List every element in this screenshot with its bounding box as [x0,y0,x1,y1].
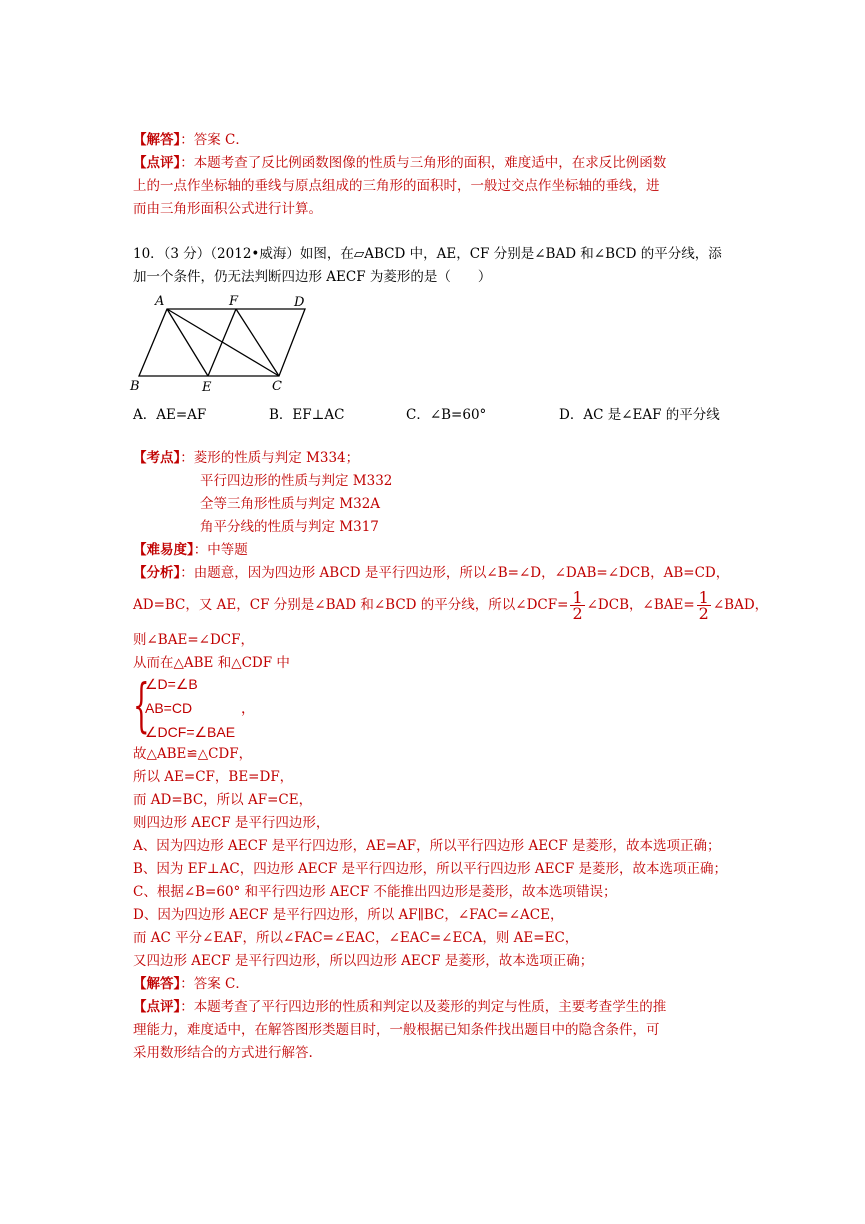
answer-line-2 [133,973,249,995]
fraction-half: $\frac{1}{2}$ [572,588,583,623]
option-a: A．AE=AF [133,407,207,423]
system-comma: ， [241,700,255,716]
comment2-line-2: 理能力，难度适中，在解答图形类题目时，一般根据已知条件找出题目中的隐含条件，可 [133,1022,660,1038]
parallelogram-figure [128,292,318,394]
left-brace: { [133,671,150,739]
label-c: C [272,379,282,394]
fraction-half: $\frac{1}{2}$ [698,588,709,623]
fenxi-line-4: 从而在△ABE 和△CDF 中 [133,655,290,671]
conclusion-line-5: A、因为四边形 AECF 是平行四边形，AE=AF，所以平行四边形 AECF 是菱形，故本选项正确； [133,838,721,854]
fenxi-line-2: AD=BC，又 AE，CF 分别是∠BAD 和∠BCD 的平分线，所以∠DCF= $\frac{1}{2}$ ∠DCB，∠BAE= $\frac{1}{2}$ ∠BAD， [133,588,769,623]
kaodian-item-2: 平行四边形的性质与判定 M332 [200,473,393,489]
option-d: D．AC 是∠EAF 的平分线 [559,407,720,423]
comment-tag: 【点评】 [133,999,181,1015]
conclusion-line-3: 而 AD=BC，所以 AF=CE， [133,792,313,808]
conclusion-line-7: C、根据∠B=60° 和平行四边形 AECF 不能推出四边形是菱形，故本选项错误； [133,884,617,900]
fenxi-tag: 【分析】 [133,565,181,581]
segment-fc [236,309,279,376]
system-eq-3: ∠DCF=∠BAE [145,724,236,740]
answer-text: ：答案 C． [180,976,249,992]
system-eq-1: ∠D=∠B [145,676,198,692]
kaodian-line: 【考点】：菱形的性质与判定 M334； [133,450,360,466]
comment-line-1: 【点评】：本题考查了反比例函数图像的性质与三角形的面积，难度适中，在求反比例函数 [133,155,667,171]
label-a: A [155,294,165,309]
conclusion-line-6: B、因为 EF⊥AC，四边形 AECF 是平行四边形，所以平行四边形 AECF 是菱形，故本选项正确； [133,861,727,877]
label-f: F [229,294,239,309]
conclusion-line-10: 又四边形 AECF 是平行四边形，所以四边形 AECF 是菱形，故本选项正确； [133,953,594,969]
kaodian-item-4: 角平分线的性质与判定 M317 [200,519,379,535]
label-b: B [130,379,140,394]
answer-text: ：答案 C． [180,132,249,148]
comment2-line-1: 【点评】：本题考查了平行四边形的性质和判定以及菱形的判定与性质，主要考查学生的推 [133,999,667,1015]
kaodian-item-3: 全等三角形性质与判定 M32A [200,496,381,512]
conclusion-line-2: 所以 AE=CF，BE=DF， [133,769,294,785]
fenxi-line-1: 【分析】：由题意，因为四边形 ABCD 是平行四边形，所以∠B=∠D，∠DAB=∠DCB，AB=CD， [133,565,730,581]
label-e: E [202,380,212,394]
system-eq-2: AB=CD [145,700,193,716]
answer-line-1 [133,129,249,151]
fenxi-line-3: 则∠BAE=∠DCF， [133,632,254,648]
comment-line-3: 而由三角形面积公式进行计算。 [133,201,322,217]
question-line-2: 加一个条件，仍无法判断四边形 AECF 为菱形的是（ ） [133,269,492,285]
label-d: D [294,295,305,310]
comment-tag: 【点评】 [133,155,181,171]
difficulty-line: 【难易度】：中等题 [133,542,248,558]
kaodian-tag: 【考点】 [133,450,181,466]
segment-ac [167,309,279,376]
question-line-1: 10．（3 分）（2012•威海）如图，在▱ABCD 中，AE，CF 分别是∠BAD 和∠BCD 的平分线，添 [133,246,722,262]
conclusion-line-1: 故△ABE≌△CDF， [133,746,253,762]
difficulty-tag: 【难易度】 [133,542,194,558]
answer-tag: 【解答】 [133,976,181,992]
comment-line-2: 上的一点作坐标轴的垂线与原点组成的三角形的面积时，一般过交点作坐标轴的垂线，进 [133,178,660,194]
segment-ae [167,309,208,376]
conclusion-line-8: D、因为四边形 AECF 是平行四边形，所以 AF∥BC，∠FAC=∠ACE， [133,907,564,923]
conclusion-line-9: 而 AC 平分∠EAF，所以∠FAC=∠EAC，∠EAC=∠ECA，则 AE=EC， [133,930,579,946]
answer-tag: 【解答】 [133,132,181,148]
segment-fe [208,309,236,376]
comment2-line-3: 采用数形结合的方式进行解答. [133,1045,313,1061]
conclusion-line-4: 则四边形 AECF 是平行四边形， [133,815,330,831]
option-c: C．∠B=60° [406,407,487,423]
option-b: B．EF⊥AC [269,407,345,423]
